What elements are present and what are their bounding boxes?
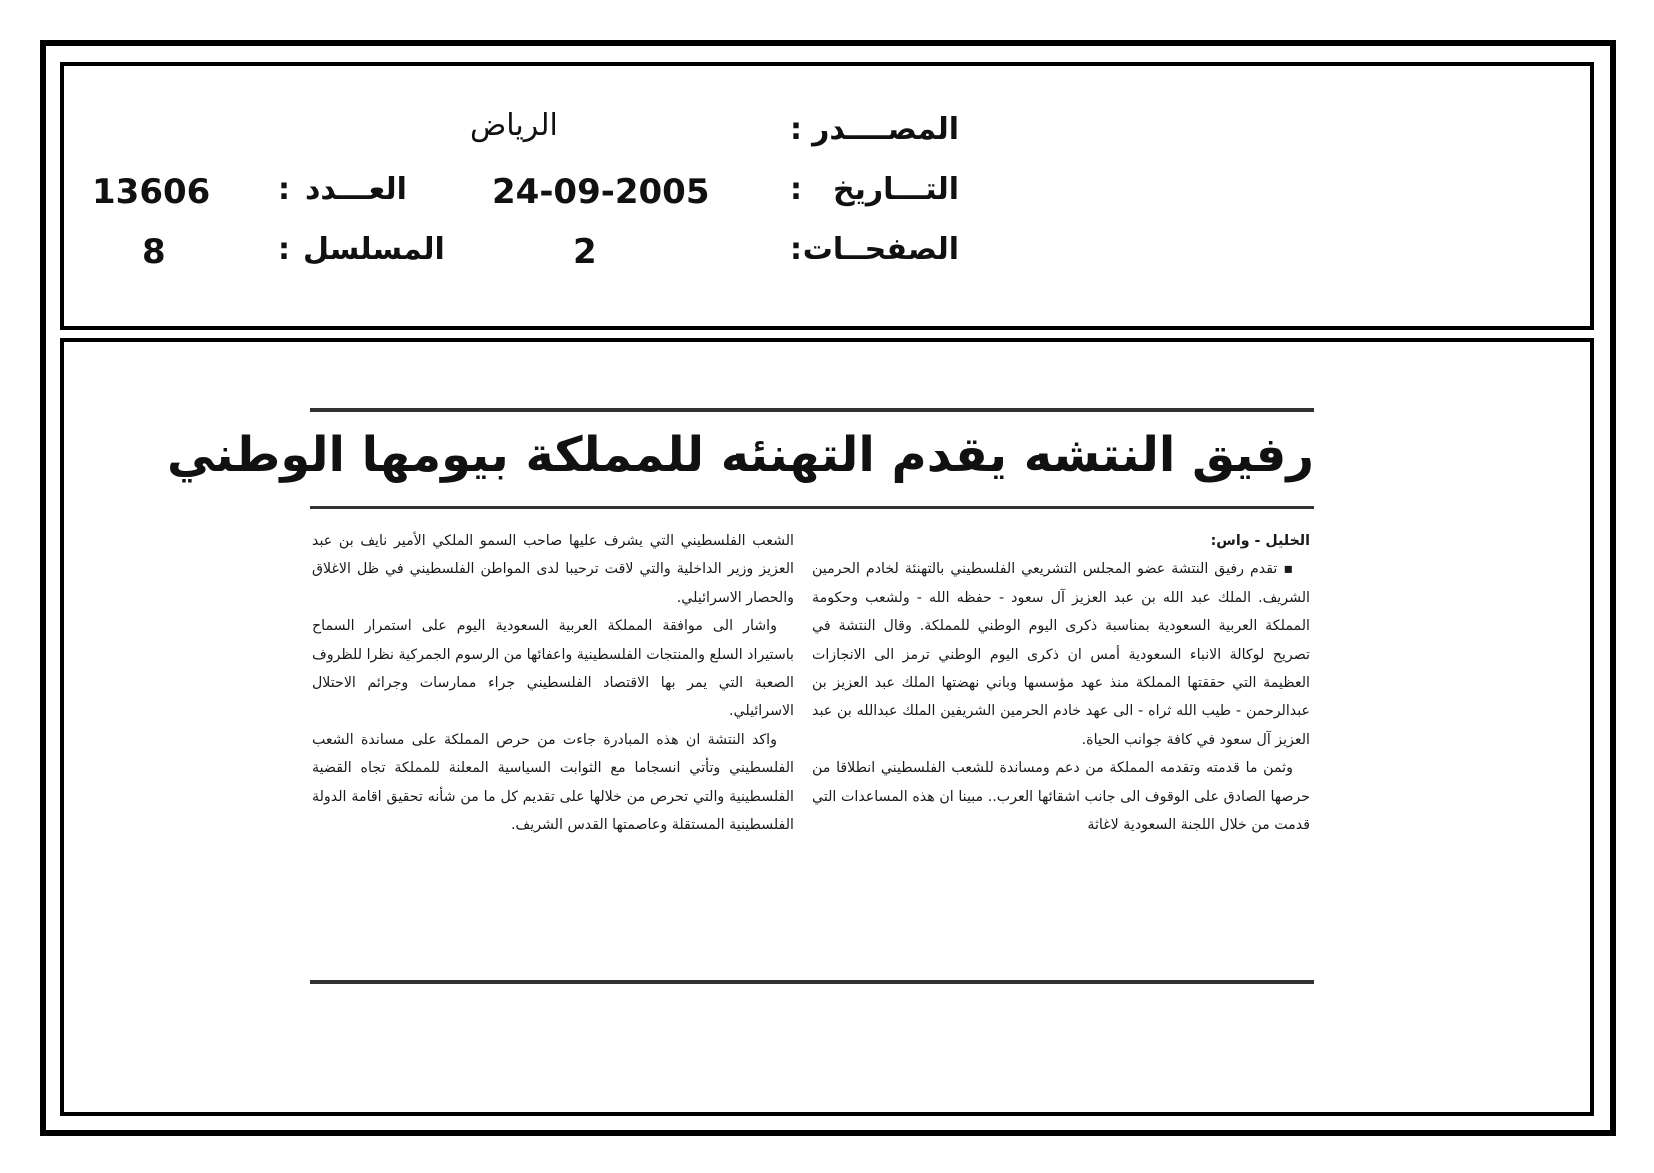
article-paragraph: واكد النتشة ان هذه المبادرة جاءت من حرص المملكة على مساندة الشعب الفلسطيني وتأتي انسجاما مع الثوابت السياسية المعلنة للمملكة تجاه القضية الفلسطينية والتي تحرص من خلالها على تقديم كل ما من شأنه تحقيق اقامة الدولة الفلسطينية المستقلة وعاصمتها القدس الشريف. xyxy=(312,731,794,834)
article-byline: الخليل - واس: xyxy=(1210,533,1310,549)
serial-label: المسلسل xyxy=(303,232,445,267)
date-label: التـــاريخ xyxy=(833,172,959,207)
issue-colon: : xyxy=(278,172,290,207)
pages-value: 2 xyxy=(573,232,597,272)
source-value: الرياض xyxy=(470,108,558,143)
article-headline: رفيق النتشه يقدم التهنئه للمملكة بيومها الوطني xyxy=(166,427,1314,483)
pages-label: الصفحــات xyxy=(802,232,959,267)
headline-rule-top xyxy=(310,408,1314,412)
source-colon: : xyxy=(790,112,802,147)
article-paragraph: وثمن ما قدمته وتقدمه المملكة من دعم ومساندة للشعب الفلسطيني انطلاقا من حرصها الصادق على الوقوف الى جانب اشقائها العرب.. مبينا ان هذه المساعدات التي قدمت من خلال اللجنة السعودية لاغاثة xyxy=(812,760,1310,834)
article-column-right xyxy=(812,527,1310,839)
article-rule-bottom xyxy=(310,980,1314,984)
article-paragraph: ▪ تقدم رفيق النتشة عضو المجلس التشريعي الفلسطيني بالتهنئة لخادم الحرمين الشريف. الملك عبد الله بن عبد العزيز آل سعود - حفظه الله - ولشعب وحكومة المملكة العربية السعودية بمناسبة ذكرى اليوم الوطني للمملكة. وقال النتشة في تصريح لوكالة الانباء السعودية أمس ان ذكرى اليوم الوطني ترمز الى الانجازات العظيمة التي حققتها المملكة منذ عهد مؤسسها وباني نهضتها الملك عبد العزيز بن عبدالرحمن - طيب الله ثراه - الى عهد خادم الحرمين الشريفين الملك عبدالله بن عبد العزيز آل سعود في كافة جوانب الحياة. xyxy=(812,561,1310,748)
date-value: 24-09-2005 xyxy=(492,172,710,212)
headline-rule-bottom xyxy=(310,506,1314,509)
article-column-left xyxy=(312,527,794,839)
serial-colon: : xyxy=(278,232,290,267)
article-paragraph: الشعب الفلسطيني التي يشرف عليها صاحب السمو الملكي الأمير نايف بن عبد العزيز وزير الداخلية والتي لاقت ترحيبا لدى المواطن الفلسطيني في ظل الاغلاق والحصار الاسرائيلي. xyxy=(312,533,794,606)
issue-label: العـــدد xyxy=(305,172,407,207)
issue-value: 13606 xyxy=(92,172,211,212)
pages-colon: : xyxy=(790,232,802,267)
serial-value: 8 xyxy=(142,232,166,272)
article-paragraph: واشار الى موافقة المملكة العربية السعودية اليوم على استمرار السماح باستيراد السلع والمنتجات الفلسطينية واعفائها من الرسوم الجمركية نظرا للظروف الصعبة التي يمر بها الاقتصاد الفلسطيني جراء ممارسات وجرائم الاحتلال الاسرائيلي. xyxy=(312,618,794,720)
source-label: المصــــدر xyxy=(812,112,959,147)
header-box xyxy=(60,62,1594,330)
date-colon: : xyxy=(790,172,802,207)
